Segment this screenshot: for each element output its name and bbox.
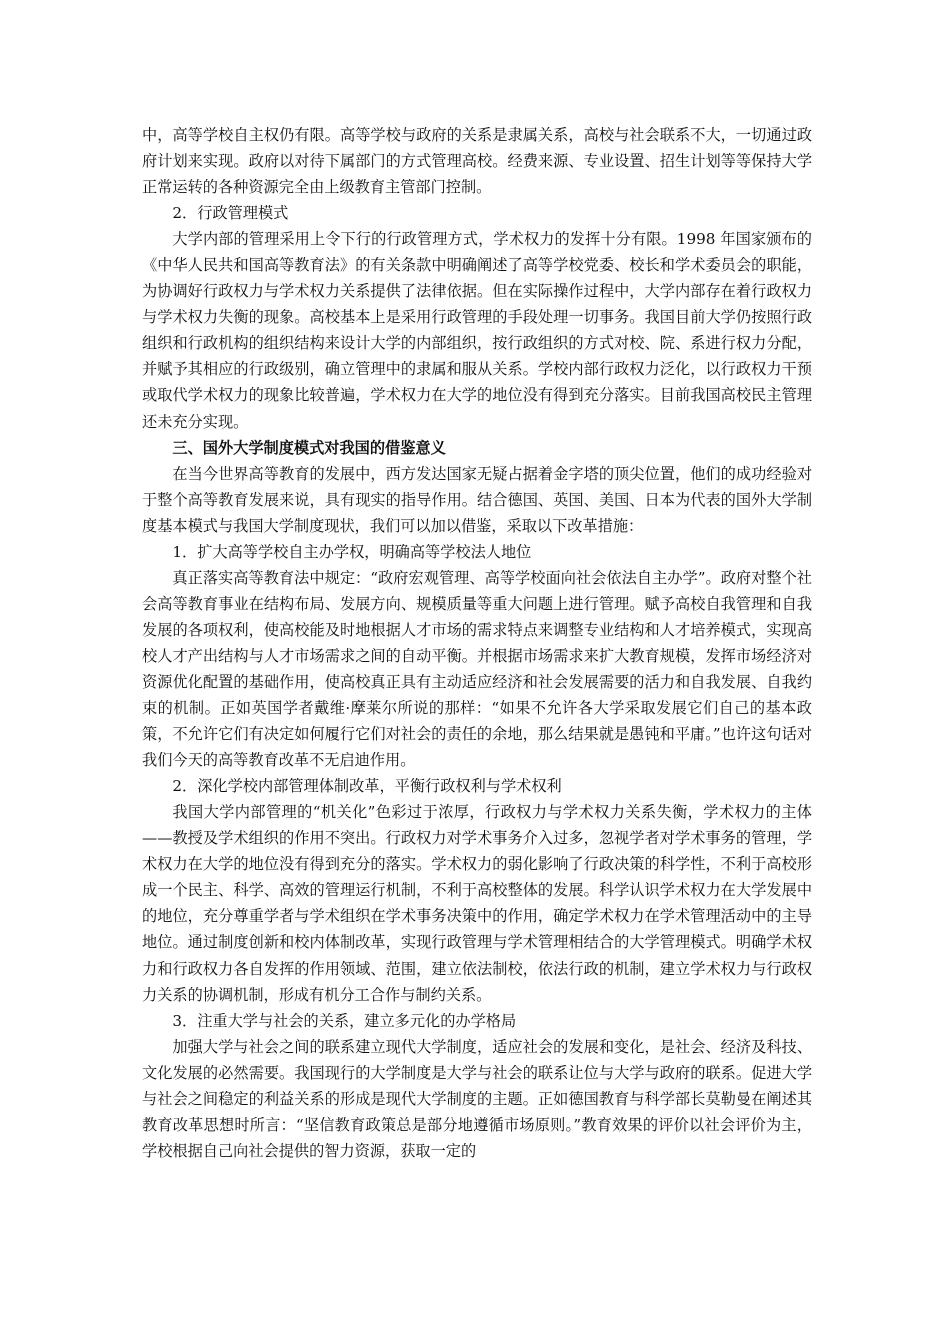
paragraph-admin-management: 大学内部的管理采用上令下行的行政管理方式，学术权力的发挥十分有限。1998 年国家颁布的《中华人民共和国高等教育法》的有关条款中明确阐述了高等学校党委、校长和学术委员会的职能，为协调好行政权力与学术权力关系提供了法律依据。但在实际操作过程中，大学内部存在着行政权力与学术权力失衡的现象。高校基本上是采用行政管理的手段处理一切事务。我国目前大学仍按照行政组织和行政机构的组织结构来设计大学的内部组织，按行政组织的方式对校、院、系进行权力分配，并赋予其相应的行政级别，确立管理中的隶属和服从关系。学校内部行政权力泛化，以行政权力干预或取代学术权力的现象比较普遍，学术权力在大学的地位没有得到充分落实。目前我国高校民主管理还未充分实现。 bbox=[142, 230, 812, 431]
paragraph-internal-reform: 我国大学内部管理的“机关化”色彩过于浓厚，行政权力与学术权力关系失衡，学术权力的主体——教授及学术组织的作用不突出。行政权力对学术事务介入过多，忽视学者对学术事务的管理，学术权力在大学的地位没有得到充分的落实。学术权力的弱化影响了行政决策的科学性，不利于高校形成一个民主、科学、高效的管理运行机制，不利于高校整体的发展。科学认识学术权力在大学发展中的地位，充分尊重学者与学术组织在学术事务决策中的作用，确定学术权力在学术管理活动中的主导地位。通过制度创新和校内体制改革，实现行政管理与学术管理相结合的大学管理模式。明确学术权力和行政权力各自发挥的作用领域、范围，建立依法制校，依法行政的机制，建立学术权力与行政权力关系的协调机制，形成有机分工合作与制约关系。 bbox=[142, 803, 812, 1004]
document-page bbox=[142, 122, 812, 1164]
section-heading-foreign-models: 三、国外大学制度模式对我国的借鉴意义 bbox=[172, 438, 446, 457]
paragraph-foreign-experience: 在当今世界高等教育的发展中，西方发达国家无疑占据着金字塔的顶尖位置，他们的成功经验对于整个高等教育发展来说，具有现实的指导作用。结合德国、英国、美国、日本为代表的国外大学制度基本模式与我国大学制度现状，我们可以加以借鉴，采取以下改革措施： bbox=[142, 464, 812, 535]
paragraph-university-society: 加强大学与社会之间的联系建立现代大学制度，适应社会的发展和变化，是社会、经济及科技、文化发展的必然需要。我国现行的大学制度是大学与社会的联系让位与大学与政府的联系。促进大学与社会之间稳定的利益关系的形成是现代大学制度的主题。正如德国教育与科学部长莫勒曼在阐述其教育改革思想时所言：“坚信教育政策总是部分地遵循市场原则。”教育效果的评价以社会评价为主，学校根据自己向社会提供的智力资源，获取一定的 bbox=[142, 1037, 812, 1160]
subheading-admin-management-mode: 2．行政管理模式 bbox=[172, 204, 289, 223]
subheading-university-society: 3．注重大学与社会的关系，建立多元化的办学格局 bbox=[172, 1011, 517, 1030]
paragraph-autonomy: 真正落实高等教育法中规定：“政府宏观管理、高等学校面向社会依法自主办学”。政府对整个社会高等教育事业在结构布局、发展方向、规模质量等重大问题上进行管理。赋予高校自我管理和自我发展的各项权利，使高校能及时地根据人才市场的需求特点来调整专业结构和人才培养模式，实现高校人才产出结构与人才市场需求之间的自动平衡。并根据市场需求来扩大教育规模，发挥市场经济对资源优化配置的基础作用，使高校真正具有主动适应经济和社会发展需要的活力和自我发展、自我约束的机制。正如英国学者戴维·摩莱尔所说的那样：“如果不允许各大学采取发展它们自己的基本政策，不允许它们有决定如何履行它们对社会的责任的余地，那么结果就是愚钝和平庸。”也许这句话对我们今天的高等教育改革不无启迪作用。 bbox=[142, 568, 812, 770]
paragraph-continuation: 中，高等学校自主权仍有限。高等学校与政府的关系是隶属关系，高校与社会联系不大，一切通过政府计划来实现。政府以对待下属部门的方式管理高校。经费来源、专业设置、招生计划等等保持大学正常运转的各种资源完全由上级教育主管部门控制。 bbox=[142, 126, 812, 197]
subheading-autonomy: 1．扩大高等学校自主办学权，明确高等学校法人地位 bbox=[172, 542, 532, 561]
subheading-internal-reform: 2．深化学校内部管理体制改革，平衡行政权利与学术权利 bbox=[172, 777, 562, 796]
